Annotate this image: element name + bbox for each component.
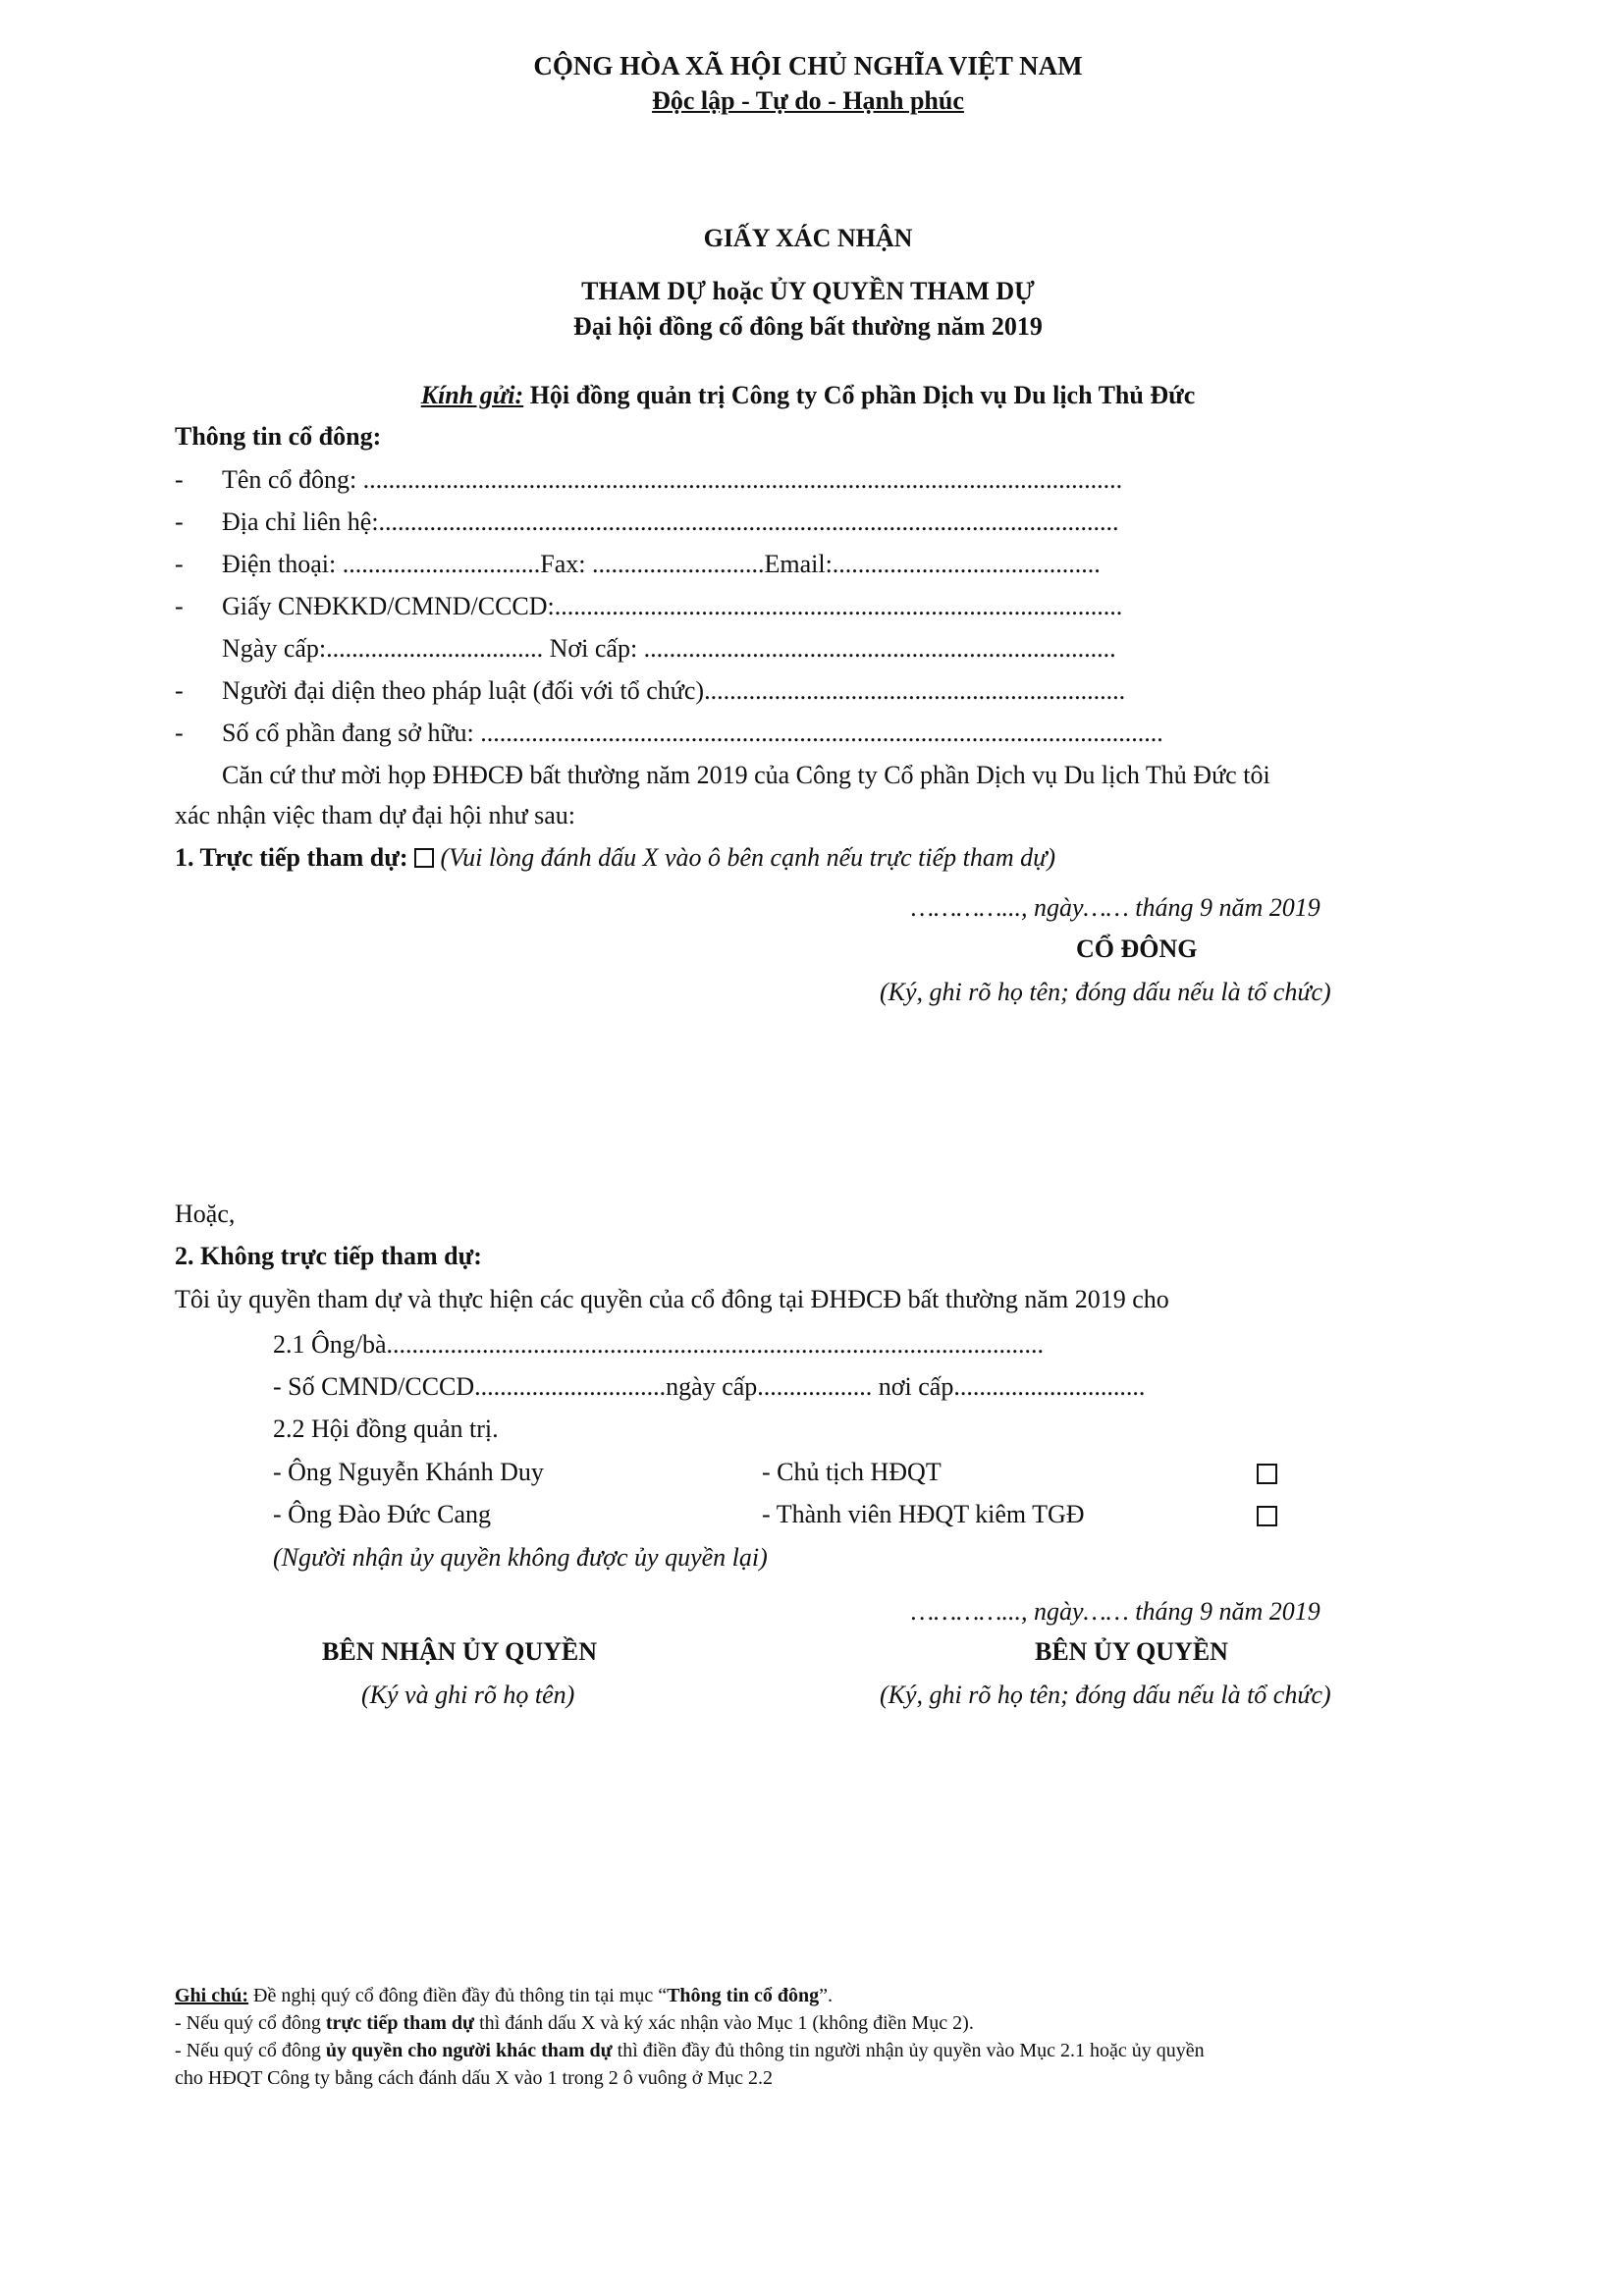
proxy-person-field[interactable]: 2.1 Ông/bà....................................................................................................... xyxy=(273,1330,1045,1359)
note-text: Đề nghị quý cổ đông điền đầy đủ thông tin tại mục “ xyxy=(248,1985,668,2006)
board-member-1-name: - Ông Nguyễn Khánh Duy xyxy=(273,1458,544,1486)
field-label: Điện thoại: ...............................Fax: ...........................Email:.......................................... xyxy=(222,550,1101,578)
note-text: ”. xyxy=(819,1985,834,2006)
grantor-sign-note: (Ký, ghi rõ họ tên; đóng dấu nếu là tổ chức) xyxy=(880,1681,1331,1709)
field-label: Ngày cấp:.................................. Nơi cấp: .......................................................................... xyxy=(222,634,1116,663)
field-label: Tên cổ đông: ....................................................................................................................... xyxy=(222,465,1123,494)
note-emphasis: trực tiếp tham dự xyxy=(325,2012,475,2034)
grantor-heading: BÊN ỦY QUYỀN xyxy=(1035,1637,1228,1666)
board-member-2-name: - Ông Đào Đức Cang xyxy=(273,1500,492,1528)
section-2-label: 2. Không trực tiếp tham dự: xyxy=(175,1242,482,1270)
section-2-intro: Tôi ủy quyền tham dự và thực hiện các quyền của cổ đông tại ĐHĐCĐ bất thường năm 2019 cho xyxy=(175,1285,1169,1313)
board-member-2-checkbox[interactable] xyxy=(1257,1506,1277,1526)
bullet-dash: - xyxy=(175,507,184,536)
section-1-sign-note: (Ký, ghi rõ họ tên; đóng dấu nếu là tổ chức) xyxy=(880,978,1331,1006)
receiver-sign-note: (Ký và ghi rõ họ tên) xyxy=(361,1681,575,1709)
nation-heading: CỘNG HÒA XÃ HỘI CHỦ NGHĨA VIỆT NAM xyxy=(533,51,1083,80)
board-member-1-role: - Chủ tịch HĐQT xyxy=(762,1458,942,1486)
recipient-label: Kính gửi: xyxy=(420,381,524,409)
no-redelegation-note: (Người nhận ủy quyền không được ủy quyền lại) xyxy=(273,1543,768,1572)
section-1-note: (Vui lòng đánh dấu X vào ô bên cạnh nếu trực tiếp tham dự) xyxy=(440,843,1056,872)
field-label: Người đại diện theo pháp luật (đối với tổ chức).................................................................. xyxy=(222,676,1126,705)
board-member-2-role: - Thành viên HĐQT kiêm TGĐ xyxy=(762,1500,1085,1528)
note-emphasis: ủy quyền cho người khác tham dự xyxy=(325,2040,613,2061)
section-1-label: 1. Trực tiếp tham dự: xyxy=(175,843,408,872)
field-label: Địa chỉ liên hệ:.................................................................................................................... xyxy=(222,507,1119,536)
note-line-1 xyxy=(175,1985,833,2007)
document-subtitle: THAM DỰ hoặc ỦY QUYỀN THAM DỰ xyxy=(581,277,1035,305)
board-member-1-checkbox[interactable] xyxy=(1257,1464,1277,1484)
meeting-name: Đại hội đồng cổ đông bất thường năm 2019 xyxy=(573,312,1043,341)
field-label: Giấy CNĐKKD/CMND/CCCD:......................................................................................... xyxy=(222,592,1123,620)
field-label: Số cổ phần đang sở hữu: ........................................................................................................... xyxy=(222,719,1163,747)
section-1-line xyxy=(175,843,1055,873)
note-line-2 xyxy=(175,2012,974,2035)
note-line-3 xyxy=(175,2040,1205,2062)
bullet-dash: - xyxy=(175,465,184,494)
note-text: thì điền đầy đủ thông tin người nhận ủy quyền vào Mục 2.1 hoặc ủy quyền xyxy=(612,2040,1205,2061)
receiver-heading: BÊN NHẬN ỦY QUYỀN xyxy=(322,1637,597,1666)
note-line-4: cho HĐQT Công ty bằng cách đánh dấu X vào 1 trong 2 ô vuông ở Mục 2.2 xyxy=(175,2067,773,2089)
note-text: - Nếu quý cổ đông xyxy=(175,2012,326,2034)
recipient-value: Hội đồng quản trị Công ty Cổ phần Dịch vụ Du lịch Thủ Đức xyxy=(523,381,1196,409)
direct-attendance-checkbox[interactable] xyxy=(414,848,434,868)
section-1-date: …………..., ngày…… tháng 9 năm 2019 xyxy=(911,893,1320,922)
motto xyxy=(0,86,1616,116)
bullet-dash: - xyxy=(175,592,184,620)
note-emphasis: Thông tin cổ đông xyxy=(667,1985,820,2006)
or-text: Hoặc, xyxy=(175,1200,236,1228)
note-label: Ghi chú: xyxy=(175,1985,249,2006)
document-title: GIẤY XÁC NHẬN xyxy=(703,224,913,252)
bullet-dash: - xyxy=(175,719,184,747)
recipient-line xyxy=(0,381,1616,410)
section-2-date: …………..., ngày…… tháng 9 năm 2019 xyxy=(911,1597,1320,1626)
section-1-signer: CỔ ĐÔNG xyxy=(1076,934,1198,963)
motto-text: Độc lập - Tự do - Hạnh phúc xyxy=(652,86,964,115)
shareholder-info-heading: Thông tin cổ đông: xyxy=(175,422,382,451)
proxy-id-field[interactable]: - Số CMND/CCCD..............................ngày cấp.................. nơi cấp.............................. xyxy=(273,1372,1146,1401)
note-text: - Nếu quý cổ đông xyxy=(175,2040,326,2061)
board-heading: 2.2 Hội đồng quản trị. xyxy=(273,1415,499,1443)
note-text: thì đánh dấu X và ký xác nhận vào Mục 1 (không điền Mục 2). xyxy=(474,2012,974,2034)
bullet-dash: - xyxy=(175,550,184,578)
bullet-dash: - xyxy=(175,676,184,705)
basis-line-1: Căn cứ thư mời họp ĐHĐCĐ bất thường năm 2019 của Công ty Cổ phần Dịch vụ Du lịch Thủ Đức tôi xyxy=(222,761,1270,789)
basis-line-2: xác nhận việc tham dự đại hội như sau: xyxy=(175,801,575,829)
